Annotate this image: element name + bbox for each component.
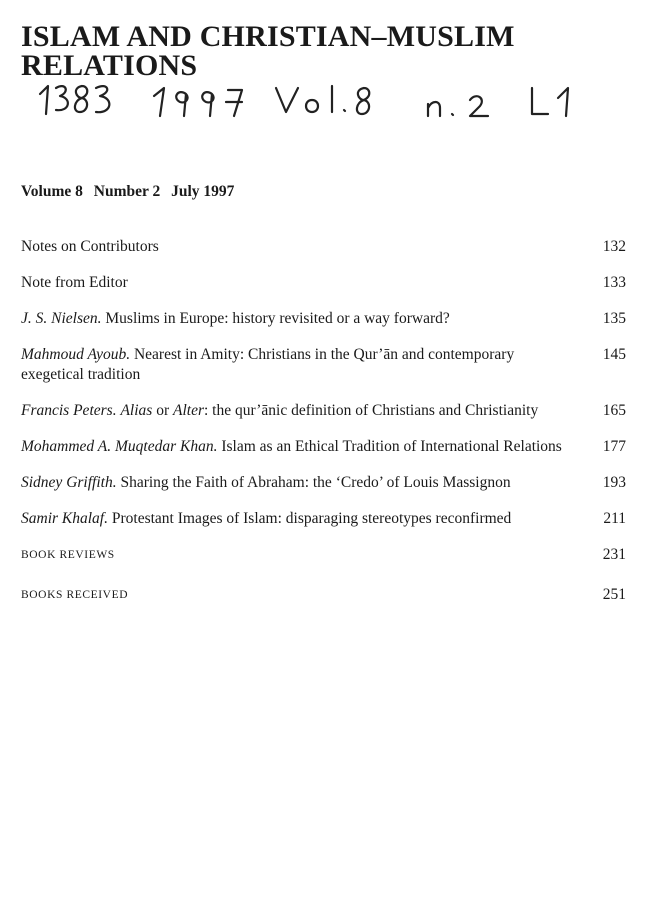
toc-entry-author: Francis Peters. [21,402,117,419]
toc-entry-title: Sharing the Faith of Abraham: the ‘Credo’ of Louis Massignon [120,474,511,491]
issue-number: Number 2 [93,183,161,200]
toc-entry-author: Sidney Griffith. [21,474,117,491]
toc-page-number: 133 [602,274,626,291]
toc-entry-book-reviews [21,545,626,565]
issue-volume: Volume 8 [21,183,83,200]
toc-page-number: 211 [603,510,626,527]
toc-entry-ayoub [21,345,626,385]
toc-entry-books-received [21,585,626,605]
toc-entry-title-alter: Alter [173,402,204,419]
toc-entry-author: J. S. Nielsen. [21,310,102,327]
toc-entry-title-rest: : the qur’ānic definition of Christians and Christianity [204,402,539,419]
toc-page-number: 135 [602,310,626,327]
toc-page-number: 193 [602,474,626,491]
toc-page-number: 231 [602,546,626,563]
toc-entry-title: BOOK REVIEWS [21,549,115,561]
toc-page-number: 165 [602,402,626,419]
toc-entry-title: Nearest in Amity: Christians in the Qur’ān and contemporary exegetical tradition [21,346,515,383]
toc-entry-griffith [21,473,626,493]
toc-entry-title-alias: Alias [120,402,153,419]
toc-entry-note-from-editor [21,273,626,293]
toc-page-number: 251 [602,586,626,603]
journal-title [21,22,561,80]
handwritten-library-note [36,76,596,122]
toc-entry-nielsen [21,309,626,329]
issue-info [21,183,241,201]
toc-entry-title: Protestant Images of Islam: disparaging stereotypes reconfirmed [111,510,512,527]
toc-entry-title: Note from Editor [21,274,128,291]
toc-entry-khan [21,437,626,457]
toc-page-number: 132 [602,238,626,255]
toc-page-number: 177 [602,438,626,455]
toc-entry-peters [21,401,626,421]
toc-entry-author: Mahmoud Ayoub. [21,346,131,363]
journal-title-line-1: ISLAM AND CHRISTIAN–MUSLIM [21,20,515,53]
toc-entry-khalaf [21,509,626,529]
toc-entry-title: BOOKS RECEIVED [21,589,129,601]
toc-entry-notes-on-contributors [21,237,626,257]
toc-entry-title: Islam as an Ethical Tradition of International Relations [221,438,562,455]
table-of-contents [21,237,626,625]
issue-date: July 1997 [171,183,235,200]
toc-page-number: 145 [602,346,626,363]
toc-entry-author: Samir Khalaf. [21,510,108,527]
toc-entry-title: Notes on Contributors [21,238,159,255]
toc-entry-title: Muslims in Europe: history revisited or a way forward? [105,310,450,327]
toc-entry-author: Mohammed A. Muqtedar Khan. [21,438,218,455]
toc-entry-title-or: or [156,402,170,419]
journal-title-line-2: RELATIONS [21,49,198,82]
